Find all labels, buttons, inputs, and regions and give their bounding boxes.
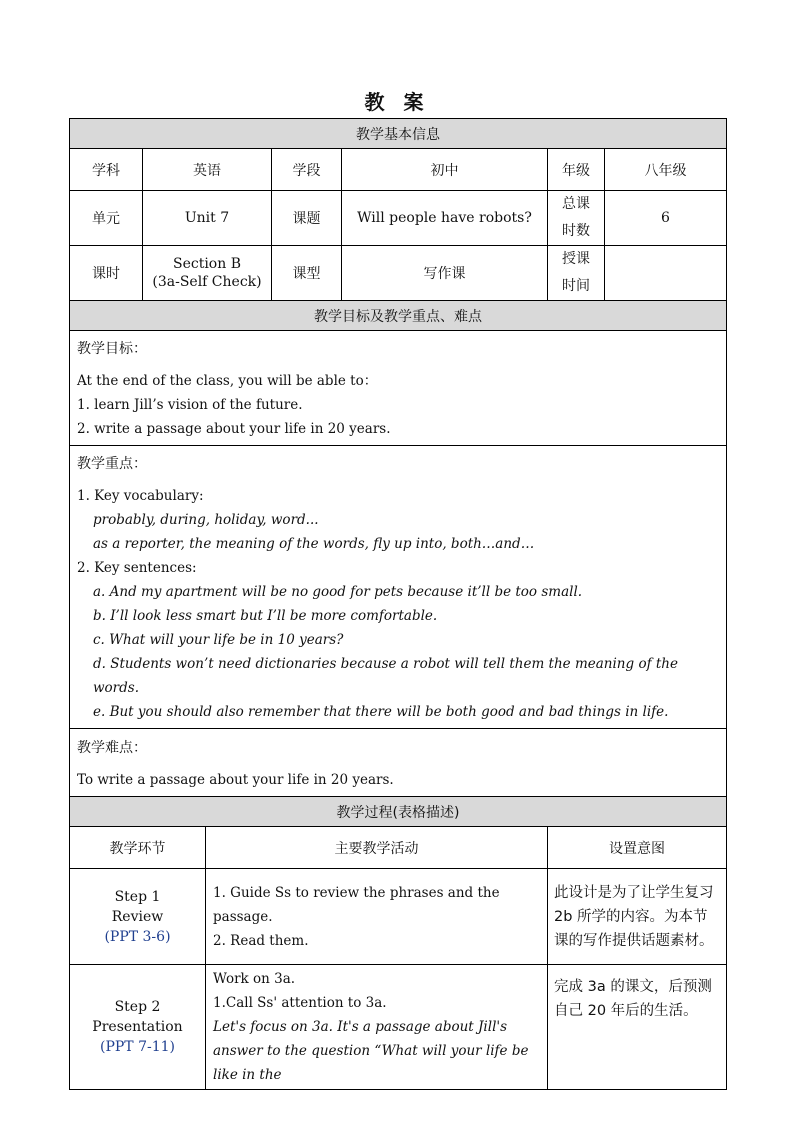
class-time-value [605,246,727,301]
total-hours-label-line2: 时数 [562,223,590,239]
lesson-type-label: 课型 [272,246,342,301]
key-vocabulary-line: as a reporter, the meaning of the words, fly up into, both…and… [93,536,535,552]
stage-label: 学段 [272,149,342,191]
intent-cell: 此设计是为了让学生复习 2b 所学的内容。为本节课的写作提供话题素材。 [548,869,727,965]
step-cell [70,869,206,965]
key-sentence: b. I’ll look less smart but I’ll be more comfortable. [93,608,438,624]
step-ppt: (PPT 3-6) [104,928,171,945]
unit-label: 单元 [70,191,143,246]
key-sentence: a. And my apartment will be no good for pets because it’ll be too small. [93,584,583,600]
process-header: 教学过程(表格描述) [70,797,727,827]
subject-value: 英语 [143,149,272,191]
lesson-type-value: 写作课 [342,246,548,301]
grade-value: 八年级 [605,149,727,191]
period-value-line1: Section B [172,256,241,272]
column-header-intent: 设置意图 [548,827,727,869]
lesson-plan-table [69,118,727,1090]
activities-cell [206,965,548,1090]
period-label: 课时 [70,246,143,301]
key-points-heading: 教学重点： [77,456,147,472]
key-sentence: c. What will your life be in 10 years? [93,632,344,648]
total-hours-value: 6 [605,191,727,246]
key-points-section [70,446,727,729]
activity-line: Work on 3a. [213,971,296,987]
page-title: 教 案 [364,90,430,114]
key-vocabulary-label: 1. Key vocabulary: [77,488,204,504]
key-vocabulary-line: probably, during, holiday, word... [93,512,319,528]
objectives-section [70,331,727,446]
difficulty-heading: 教学难点： [77,739,147,756]
step-cell [70,965,206,1090]
period-value [143,246,272,301]
objectives-heading: 教学目标： [77,341,147,357]
step-sub: Presentation [92,1019,183,1035]
total-hours-label [548,191,605,246]
objectives-line: At the end of the class, you will be able to： [77,373,378,389]
step-name: Step 1 [114,888,161,905]
objectives-line: 2. write a passage about your life in 20 years. [77,421,391,437]
activity-line: 2. Read them. [213,932,309,949]
difficulty-text: To write a passage about your life in 20 years. [77,771,394,788]
key-sentences-label: 2. Key sentences: [77,560,197,576]
column-header-activities: 主要教学活动 [206,827,548,869]
period-value-line2: (3a-Self Check) [152,274,262,290]
total-hours-label-line1: 总课 [562,196,590,212]
step-sub: Review [111,908,164,925]
difficulty-section [70,729,727,797]
basic-info-header: 教学基本信息 [70,119,727,149]
step-ppt: (PPT 7-11) [99,1039,175,1055]
key-sentence: e. But you should also remember that there will be both good and bad things in life. [93,704,669,720]
column-header-stage: 教学环节 [70,827,206,869]
unit-value: Unit 7 [143,191,272,246]
intent-cell: 完成 3a 的课文，后预测自己 20 年后的生活。 [548,965,727,1090]
activity-line-italic: Let's focus on 3a. It's a passage about Jill's answer to the question “What will your life be like in the [213,1019,529,1083]
objectives-header: 教学目标及教学重点、难点 [70,301,727,331]
activity-line: 1. Guide Ss to review the phrases and the passage. [213,884,500,925]
topic-value: Will people have robots? [342,191,548,246]
class-time-label-line2: 时间 [562,278,590,294]
activities-cell [206,869,548,965]
subject-label: 学科 [70,149,143,191]
topic-label: 课题 [272,191,342,246]
stage-value: 初中 [342,149,548,191]
step-name: Step 2 [114,999,161,1015]
class-time-label [548,246,605,301]
grade-label: 年级 [548,149,605,191]
activity-line: 1.Call Ss' attention to 3a. [213,995,387,1011]
key-sentence: d. Students won’t need dictionaries because a robot will tell them the meaning of the words. [93,656,678,696]
class-time-label-line1: 授课 [562,251,590,267]
objectives-line: 1. learn Jill’s vision of the future. [77,397,303,413]
